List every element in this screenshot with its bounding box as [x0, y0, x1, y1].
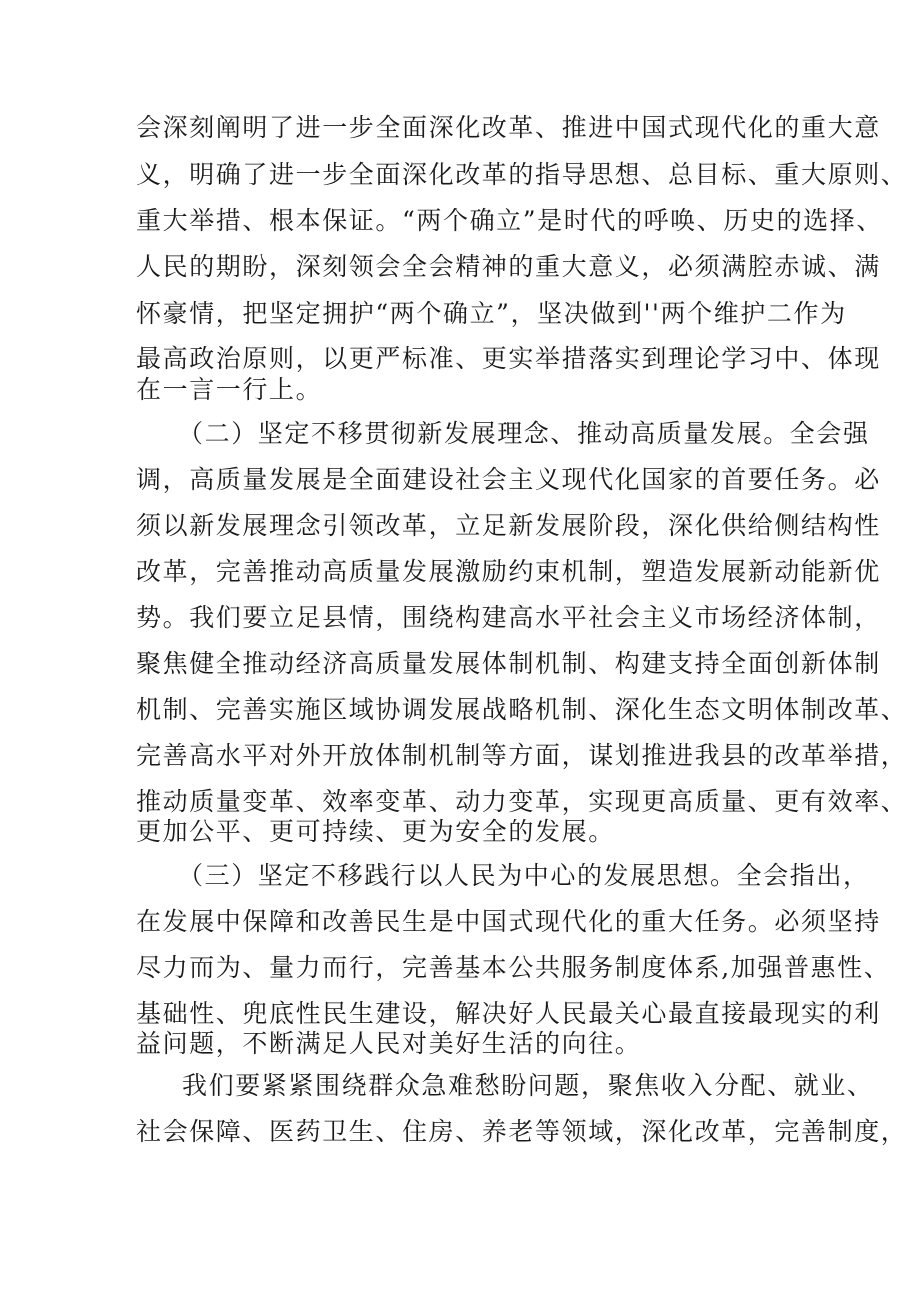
text-line: 推动质量变革、效率变革、动力变革，实现更高质量、更有效率、: [136, 787, 908, 816]
text-line: 更加公平、更可持续、更为安全的发展。: [136, 817, 615, 846]
text-line: 会深刻阐明了进一步全面深化改革、推进中国式现代化的重大意: [136, 113, 881, 142]
text-line: 义，明确了进一步全面深化改革的指导思想、总目标、重大原则、: [136, 160, 908, 189]
text-line: 社会保障、医药卫生、住房、养老等领域，深化改革，完善制度，: [136, 1117, 908, 1146]
text-line: 完善高水平对外开放体制机制等方面，谋划推进我县的改革举措，: [136, 741, 908, 770]
text-line: 人民的期盼，深刻领会全会精神的重大意义，必须满腔赤诚、满: [136, 252, 881, 281]
text-line: 势。我们要立足县情，围绕构建高水平社会主义市场经济体制，: [136, 603, 881, 632]
text-line: 聚焦健全推动经济高质量发展体制机制、构建支持全面创新体制: [136, 649, 881, 678]
section-heading-line: （二）坚定不移贯彻新发展理念、推动高质量发展。全会强: [178, 419, 870, 448]
text-line: 机制、完善实施区域协调发展战略机制、深化生态文明体制改革、: [136, 695, 908, 724]
text-line: 在一言一行上。: [136, 375, 323, 404]
text-line: 重大举措、根本保证。“两个确立”是时代的呼唤、历史的选择、: [136, 206, 883, 235]
text-line: 调，高质量发展是全面建设社会主义现代化国家的首要任务。必: [136, 465, 881, 494]
paragraph-first-line: 我们要紧紧围绕群众急难愁盼问题，聚焦收入分配、就业、: [182, 1071, 874, 1100]
text-line: 最高政治原则，以更严标准、更实举措落实到理论学习中、体现: [136, 344, 881, 373]
text-line: 在发展中保障和改善民生是中国式现代化的重大任务。必须坚持: [136, 907, 881, 936]
text-line: 怀豪情，把坚定拥护“两个确立”，坚决做到''两个维护二作为: [136, 299, 847, 328]
text-line: 尽力而为、量力而行，完善基本公共服务制度体系,加强普惠性、: [136, 953, 891, 982]
text-line: 改革，完善推动高质量发展激励约束机制，塑造发展新动能新优: [136, 557, 881, 586]
text-line: 益问题，不断满足人民对美好生活的向往。: [136, 1029, 642, 1058]
text-line: 基础性、兜底性民生建设，解决好人民最关心最直接最现实的利: [136, 999, 881, 1028]
section-heading-line: （三）坚定不移践行以人民为中心的发展思想。全会指出，: [178, 861, 870, 890]
text-line: 须以新发展理念引领改革，立足新发展阶段，深化供给侧结构性: [136, 511, 881, 540]
